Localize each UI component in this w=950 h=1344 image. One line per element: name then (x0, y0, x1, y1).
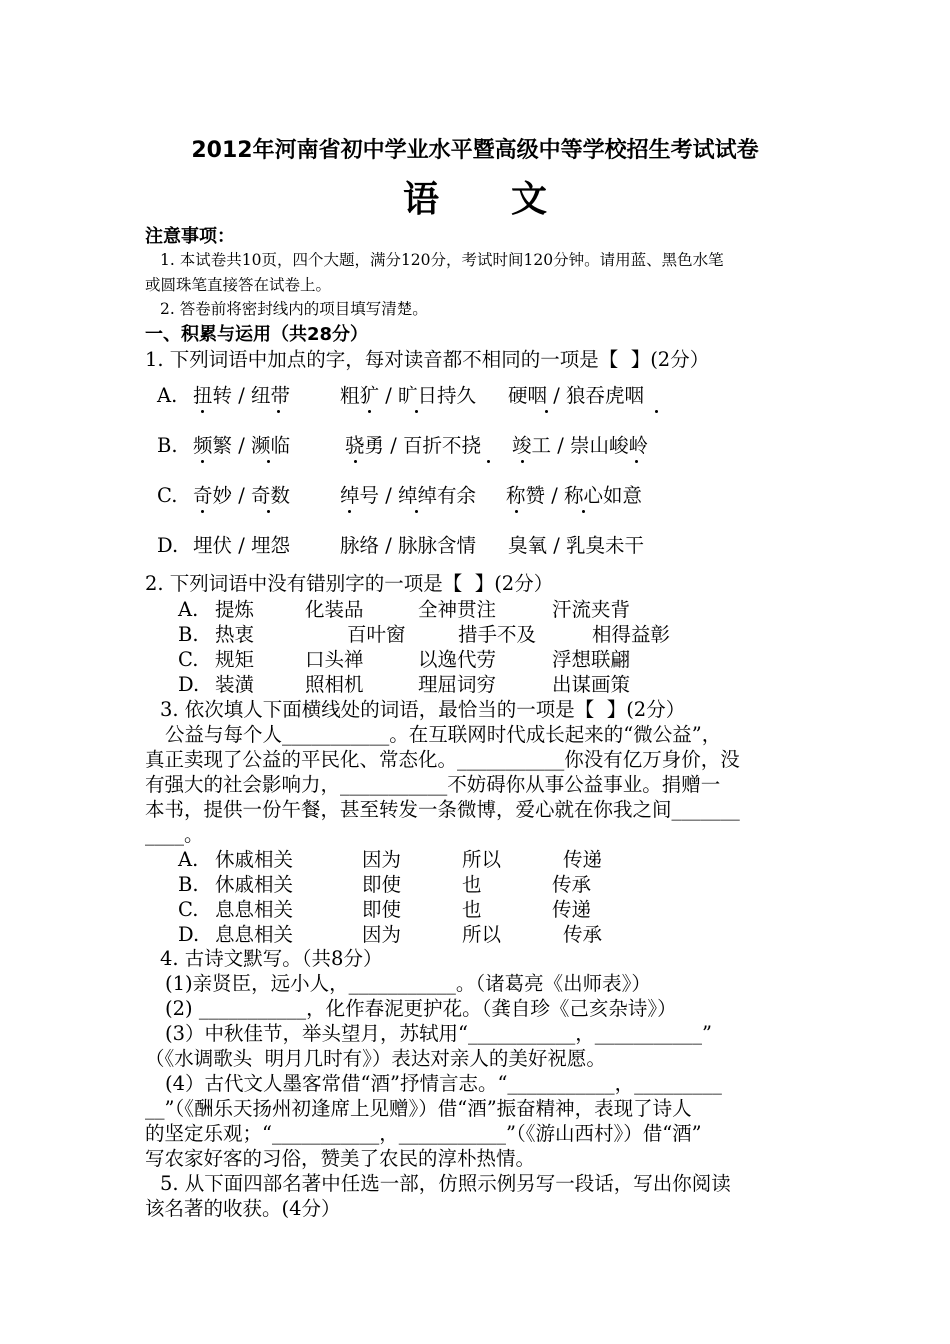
question-5-stem: 5. 从下面四部名著中任选一部，仿照示例另写一段话，写出你阅读 (160, 1172, 731, 1195)
emphasis-dot (415, 510, 418, 513)
option-word: 热衷 (215, 623, 255, 646)
option-word-pair: 粗犷 / 旷日持久 (340, 384, 476, 407)
option-word: 息息相关 (215, 898, 294, 921)
option-letter: D. (178, 673, 200, 696)
option-word: 照相机 (305, 673, 364, 696)
emphasis-dot (521, 460, 524, 463)
question-2-stem: 2. 下列词语中没有错别字的一项是【 】(2分） (145, 572, 554, 595)
emphasis-dot (201, 510, 204, 513)
option-letter: C. (178, 648, 199, 671)
passage-line: 有强大的社会影响力，___________不妨碍你从事公益事业。捐赠一 (145, 773, 721, 796)
option-letter: D. (178, 923, 200, 946)
option-word-pair: 硬咽 / 狼吞虎咽 (508, 384, 644, 407)
section-heading: 一、积累与运用（共28分） (145, 324, 369, 345)
option-word: 浮想联翩 (552, 648, 631, 671)
option-word: 装潢 (215, 673, 255, 696)
notice-item-1: 1. 本试卷共10页，四个大题，满分120分，考试时间120分钟。请用蓝、黑色水笔 (160, 251, 724, 269)
option-word: 百叶窗 (347, 623, 406, 646)
option-word: 所以 (462, 923, 502, 946)
option-word-pair: 竣工 / 崇山峻岭 (512, 434, 648, 457)
option-letter: C. (178, 898, 199, 921)
option-letter: B. (178, 873, 199, 896)
recitation-line: __”（《酬乐天扬州初逢席上见赠》）借“酒”振奋精神，表现了诗人 (145, 1097, 692, 1120)
option-word: 规矩 (215, 648, 255, 671)
emphasis-dot (487, 460, 490, 463)
option-word: 也 (462, 873, 482, 896)
passage-line: ____。 (145, 823, 204, 846)
option-word: 措手不及 (458, 623, 537, 646)
option-letter: A. (157, 384, 178, 407)
recitation-line: (2) ___________，化作春泥更护花。（龚自珍《己亥杂诗》） (165, 997, 677, 1020)
option-word: 化装品 (305, 598, 364, 621)
option-word-pair: 骁勇 / 百折不挠 (345, 434, 481, 457)
emphasis-dot (415, 410, 418, 413)
option-word-pair: 埋伏 / 埋怨 (193, 534, 290, 557)
option-word: 汗流夹背 (552, 598, 631, 621)
option-word-pair: 脉络 / 脉脉含情 (340, 534, 476, 557)
passage-line: 本书，提供一份午餐，甚至转发一条微博，爱心就在你我之间_______ (145, 798, 740, 821)
option-word-pair: 臭氧 / 乳臭未干 (508, 534, 644, 557)
option-word: 也 (462, 898, 482, 921)
option-word-pair: 频繁 / 濒临 (193, 434, 290, 457)
recitation-line: (4）古代文人墨客常借“酒”抒情言志。“___________，_________ (165, 1072, 722, 1095)
emphasis-dot (635, 460, 638, 463)
option-word: 口头禅 (305, 648, 364, 671)
option-word: 传承 (552, 873, 592, 896)
emphasis-dot (201, 410, 204, 413)
option-letter: D. (157, 534, 179, 557)
emphasis-dot (368, 410, 371, 413)
recitation-line: (1)亲贤臣，远小人，___________。（诸葛亮《出师表》） (165, 972, 651, 995)
option-word: 出谋画策 (552, 673, 631, 696)
passage-line: 公益与每个人___________。在互联网时代成长起来的“微公益”， (165, 723, 722, 746)
subject-title: 语 文 (402, 179, 547, 220)
question-3-stem: 3. 依次填人下面横线处的词语，最恰当的一项是【 】(2分） (160, 698, 686, 721)
emphasis-dot (201, 460, 204, 463)
emphasis-dot (354, 460, 357, 463)
option-word: 传承 (563, 923, 603, 946)
option-word: 全神贯注 (418, 598, 497, 621)
option-letter: B. (157, 434, 178, 457)
option-word: 休戚相关 (215, 848, 294, 871)
option-word: 即使 (362, 873, 402, 896)
option-letter: A. (178, 848, 199, 871)
option-word-pair: 称赞 / 称心如意 (506, 484, 642, 507)
emphasis-dot (267, 510, 270, 513)
recitation-line: （《水调歌头 明月几时有》）表达对亲人的美好祝愿。 (145, 1047, 606, 1070)
option-word: 提炼 (215, 598, 255, 621)
emphasis-dot (582, 510, 585, 513)
emphasis-dot (515, 510, 518, 513)
exam-title: 2012年河南省初中学业水平暨高级中等学校招生考试试卷 (191, 138, 759, 163)
option-word-pair: 奇妙 / 奇数 (193, 484, 290, 507)
notice-heading: 注意事项： (145, 226, 235, 247)
recitation-line: 的坚定乐观；“___________，___________”（《游山西村》）借“酒” (145, 1122, 702, 1145)
option-letter: B. (178, 623, 199, 646)
option-word: 休戚相关 (215, 873, 294, 896)
option-word-pair: 绰号 / 绰绰有余 (340, 484, 476, 507)
option-word: 所以 (462, 848, 502, 871)
option-word: 即使 (362, 898, 402, 921)
option-word: 相得益彰 (592, 623, 671, 646)
option-word: 传递 (552, 898, 592, 921)
emphasis-dot (545, 410, 548, 413)
recitation-line: (3）中秋佳节，举头望月，苏轼用“___________，___________” (165, 1022, 712, 1045)
option-word: 息息相关 (215, 923, 294, 946)
recitation-line: 写农家好客的习俗，赞美了农民的淳朴热情。 (145, 1147, 536, 1170)
option-letter: A. (178, 598, 199, 621)
option-letter: C. (157, 484, 178, 507)
emphasis-dot (277, 410, 280, 413)
option-word: 传递 (563, 848, 603, 871)
notice-item-1-cont: 或圆珠笔直接答在试卷上。 (145, 276, 332, 294)
option-word-pair: 扭转 / 纽带 (193, 384, 290, 407)
option-word: 理屈词穷 (418, 673, 497, 696)
emphasis-dot (267, 460, 270, 463)
option-word: 因为 (362, 848, 402, 871)
emphasis-dot (655, 410, 658, 413)
question-1-stem: 1. 下列词语中加点的字，每对读音都不相同的一项是【 】(2分） (145, 348, 710, 371)
question-5-stem-cont: 该名著的收获。(4分） (145, 1197, 341, 1220)
option-word: 因为 (362, 923, 402, 946)
emphasis-dot (348, 510, 351, 513)
question-4-stem: 4. 古诗文默写。（共8分） (160, 947, 383, 970)
option-word: 以逸代劳 (418, 648, 497, 671)
passage-line: 真正卖现了公益的平民化、常态化。___________你没有亿万身价，没 (145, 748, 740, 771)
notice-item-2: 2. 答卷前将密封线内的项目填写清楚。 (160, 300, 428, 318)
